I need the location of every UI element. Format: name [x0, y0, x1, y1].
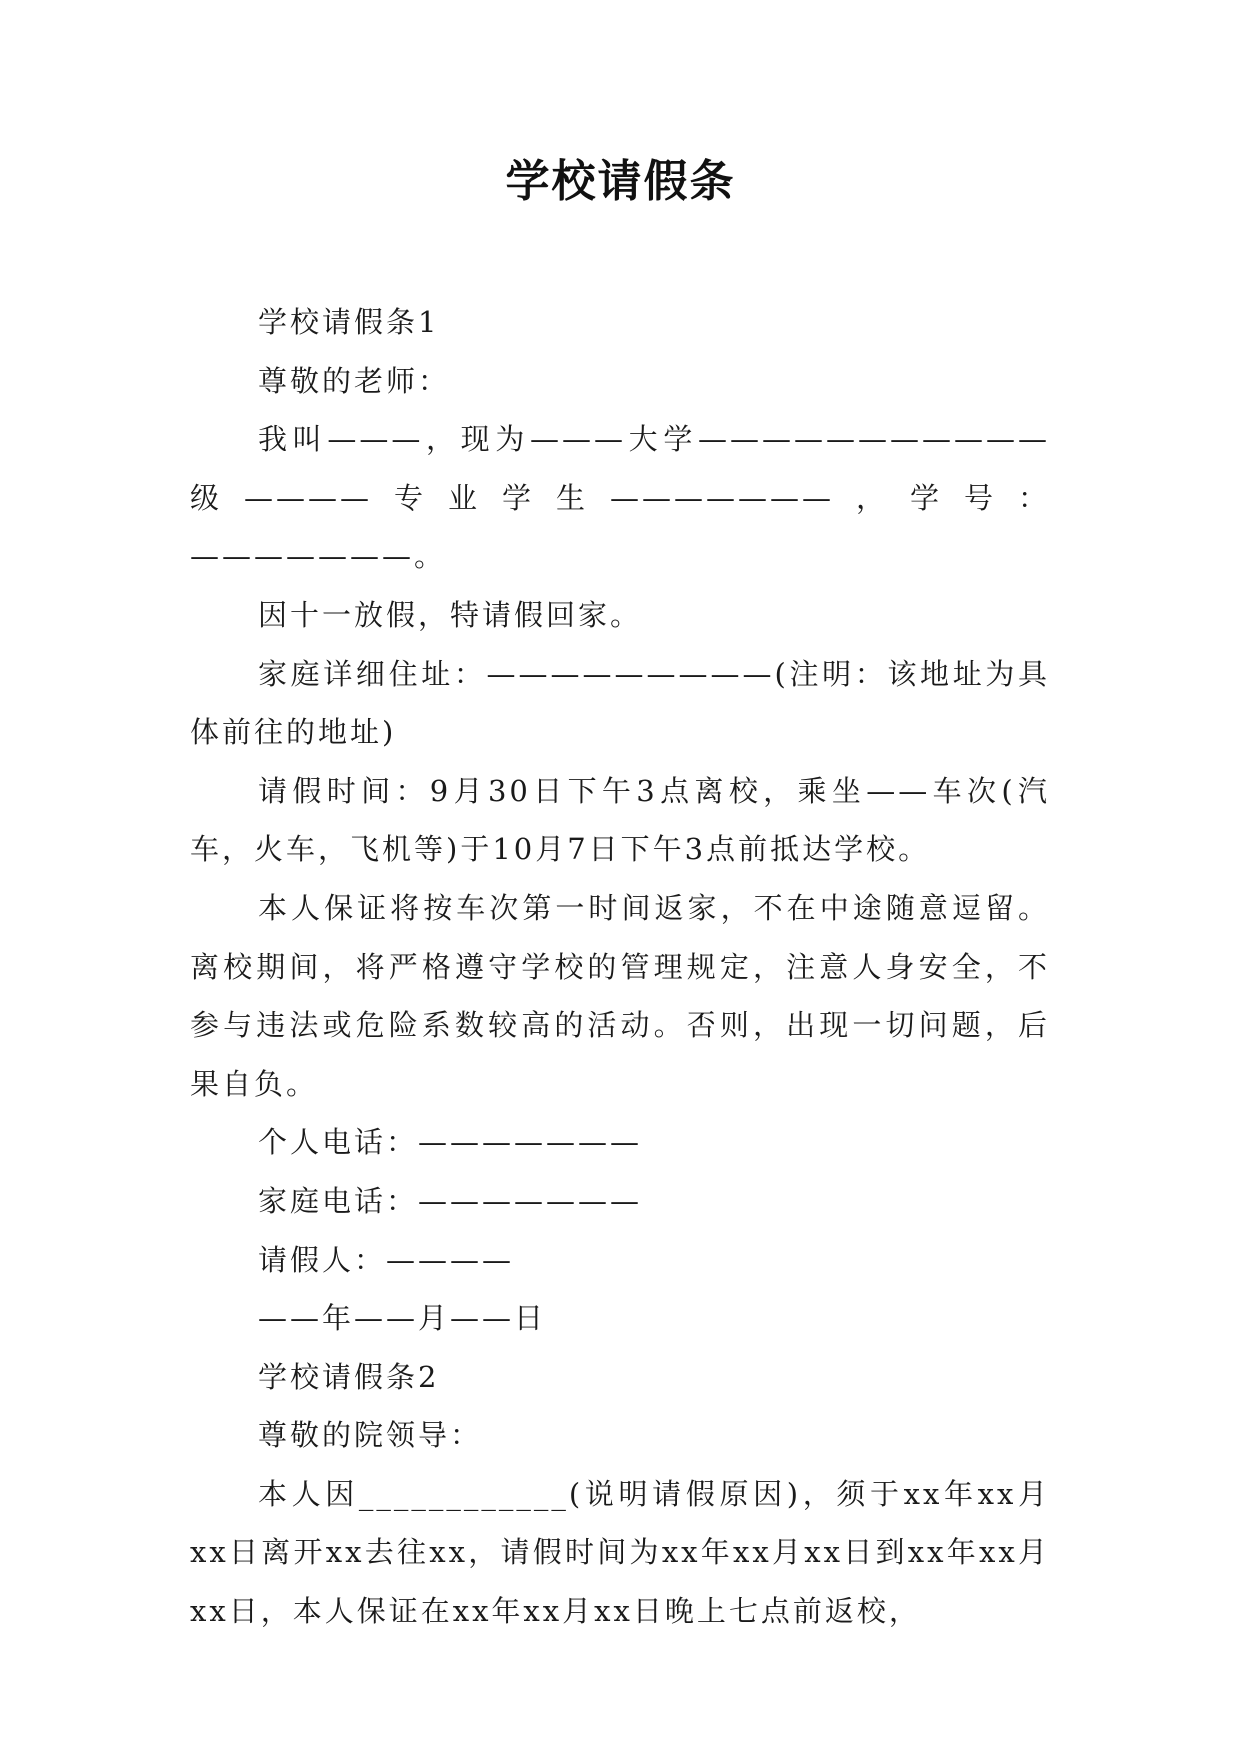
salutation-1: 尊敬的老师：: [258, 363, 451, 398]
personal-phone-line: 个人电话：———————: [258, 1125, 643, 1160]
student-info-paragraph: 我叫———，现为———大学———————————级————专业学生———————，学号：———————。: [190, 422, 1050, 574]
home-phone-line: 家庭电话：———————: [258, 1183, 643, 1218]
applicant-line: 请假人：————: [258, 1242, 515, 1277]
leave-request-paragraph-2: 本人因____________(说明请假原因)，须于xx年xx月xx日离开xx去往xx，请假时间为xx年xx月xx日到xx年xx月xx日，本人保证在xx年xx月xx日晚上七点前返校，: [190, 1476, 1050, 1629]
section-heading-1: 学校请假条1: [258, 305, 440, 339]
salutation-2: 尊敬的院领导：: [258, 1418, 483, 1453]
document-body: [190, 293, 1050, 1641]
section-heading-2: 学校请假条2: [258, 1359, 440, 1394]
leave-reason-paragraph: 因十一放假，特请假回家。: [258, 597, 643, 632]
leave-time-paragraph: 请假时间：9月30日下午3点离校，乘坐——车次(汽车，火车，飞机等)于10月7日下午3点前抵达学校。: [190, 773, 1050, 867]
home-address-paragraph: 家庭详细住址：—————————(注明：该地址为具体前往的地址): [190, 656, 1050, 750]
pledge-paragraph: 本人保证将按车次第一时间返家，不在中途随意逗留。离校期间，将严格遵守学校的管理规定，注意人身安全，不参与违法或危险系数较高的活动。否则，出现一切问题，后果自负。: [190, 890, 1050, 1101]
date-line: ——年——月——日: [258, 1301, 547, 1336]
document-title: 学校请假条: [505, 156, 736, 207]
